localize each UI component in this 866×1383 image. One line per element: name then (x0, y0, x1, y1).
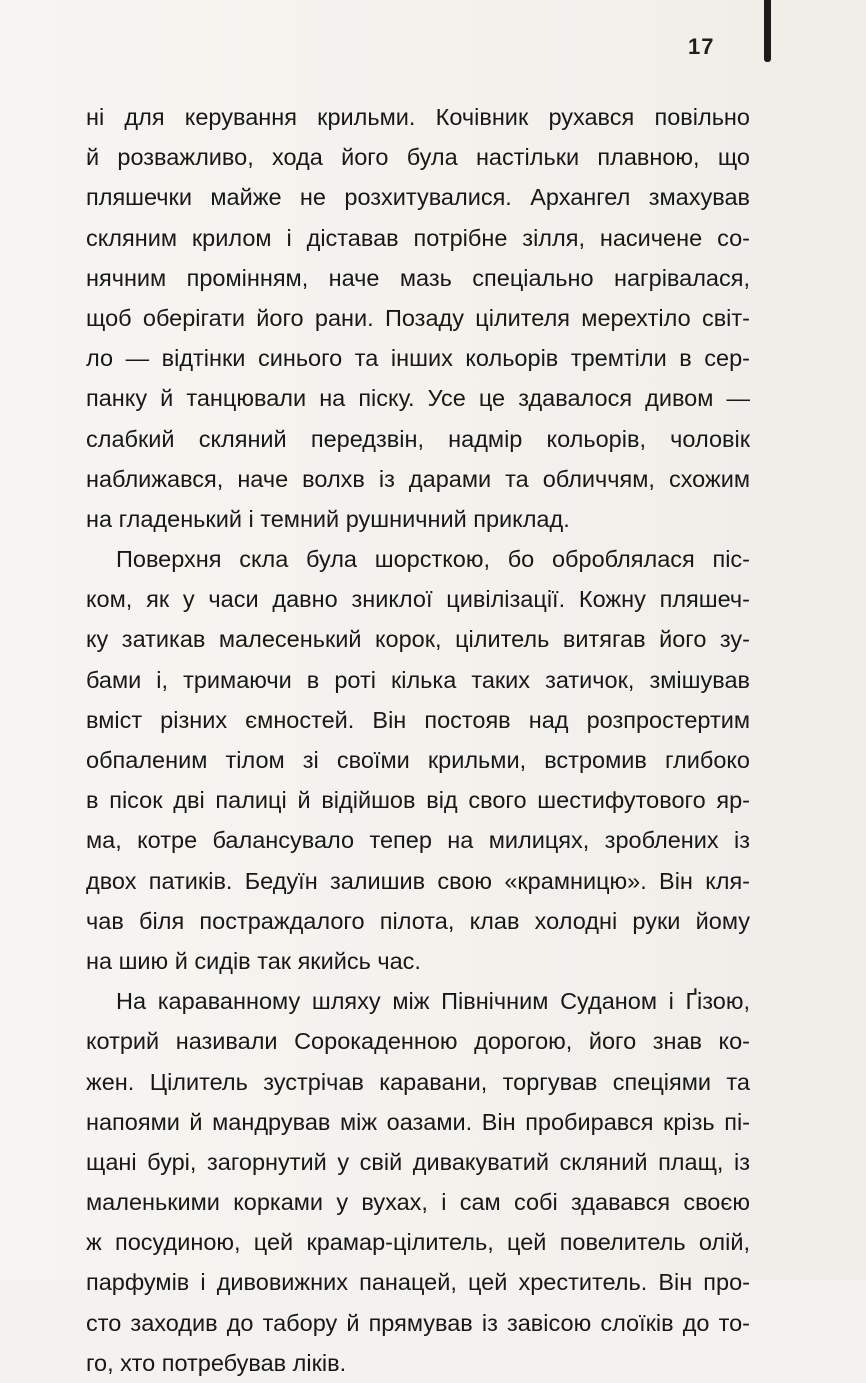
text-line: наближався, наче волхв із дарами та обличчям, схожим (86, 465, 750, 492)
text-line: на шию й сидів так якийсь час. (86, 947, 421, 974)
body-text (86, 97, 750, 1383)
text-line: двох патиків. Бедуїн залишив свою «крамницю». Він кля- (86, 867, 750, 894)
text-line: котрий називали Сорокаденною дорогою, його знав ко- (86, 1028, 750, 1055)
paragraph-3 (86, 981, 750, 1383)
text-line: скляним крилом і діставав потрібне зілля, насичене со- (86, 224, 750, 251)
text-line: го, хто потребував ліків. (86, 1349, 347, 1376)
text-line: ло — відтінки синього та інших кольорів тремтіли в сер- (86, 345, 750, 372)
text-line: ку затикав малесенький корок, цілитель витягав його зу- (86, 626, 750, 653)
text-line: нячним промінням, наче мазь спеціально нагрівалася, (86, 264, 750, 291)
text-line: вміст різних ємностей. Він постояв над розпростертим (86, 706, 750, 733)
text-line: щоб оберігати його рани. Позаду цілителя мерехтіло світ- (86, 304, 750, 331)
page-number: 17 (688, 34, 715, 59)
page-edge-mark (764, 0, 771, 62)
text-line: в пісок дві палиці й відійшов від свого шестифутового яр- (86, 787, 750, 814)
text-line: бами і, тримаючи в роті кілька таких затичок, змішував (86, 666, 750, 693)
text-line: ма, котре балансувало тепер на милицях, зроблених із (86, 827, 750, 854)
text-line: пляшечки майже не розхитувалися. Архангел змахував (86, 184, 750, 211)
text-line: жен. Цілитель зустрічав каравани, торгував спеціями та (86, 1068, 750, 1095)
text-line: ні для керування крильми. Кочівник рухався повільно (86, 104, 750, 130)
text-line: й розважливо, хода його була настільки плавною, що (86, 144, 750, 171)
text-line: ком, як у часи давно зниклої цивілізації. Кожну пляшеч- (86, 586, 750, 613)
text-line: сто заходив до табору й прямував із завісою слоїків до то- (86, 1309, 750, 1336)
text-line: Поверхня скла була шорсткою, бо оброблялася піс- (116, 546, 750, 573)
text-line: парфумів і дивовижних панацей, цей хреститель. Він про- (86, 1269, 750, 1296)
paragraph-2 (86, 539, 750, 981)
text-line: на гладенький і темний рушничний приклад. (86, 505, 570, 532)
text-line: панку й танцювали на піску. Усе це здавалося дивом — (86, 385, 750, 412)
text-line: На караванному шляху між Північним Суданом і Ґізою, (116, 988, 750, 1015)
paragraph-1 (86, 97, 750, 539)
text-line: маленькими корками у вухах, і сам собі здавався своєю (86, 1189, 750, 1216)
text-line: обпаленим тілом зі своїми крильми, встромив глибоко (86, 747, 750, 773)
text-line: ж посудиною, цей крамар-цілитель, цей повелитель олій, (86, 1229, 750, 1256)
text-line: чав біля постраждалого пілота, клав холодні руки йому (86, 907, 750, 934)
text-line: слабкий скляний передзвін, надмір кольорів, чоловік (86, 425, 750, 452)
text-line: щані бурі, загорнутий у свій дивакуватий скляний плащ, із (86, 1148, 750, 1175)
text-line: напоями й мандрував між оазами. Він пробирався крізь пі- (86, 1108, 750, 1135)
